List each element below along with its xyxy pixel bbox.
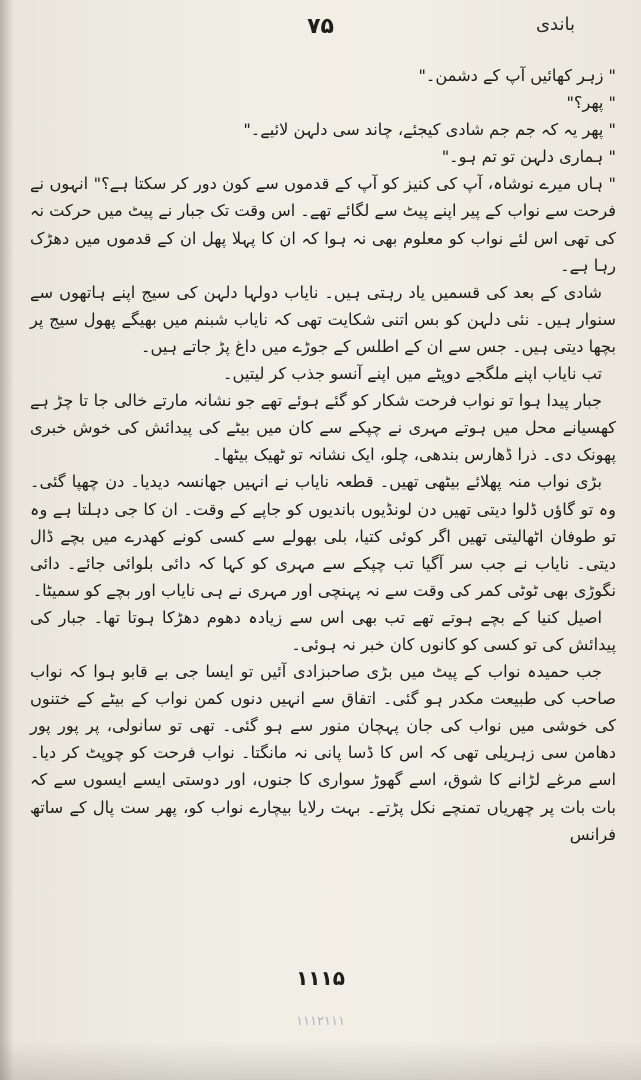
library-stamp: ۱۱۱۲۱۱۱ [296,1014,345,1029]
paragraph-1: " ہاں میرے نوشاہ، آپ کی کنیز کو آپ کے قدموں سے کون دور کر سکتا ہے؟" انہوں نے فرحت سے نواب کے پیر اپنے پیٹ سے لگائے تھے۔ اس وقت تک جبار نے پیٹ میں حرکت نہ کی تھی اس لئے نواب کو معلوم بھی نہ ہوا کہ ان کا پہلا پھل ان کے قدموں میں دھڑک رہا ہے۔ [30,174,616,275]
body-text [30,62,616,848]
dialogue-line-2: " پھر؟" [566,93,616,113]
dialogue-line-3: " پھر یہ کہ جم جم شادی کیجئے، چاند سی دلہن لائیے۔" [243,120,616,140]
dialogue-line-1: " زہر کھائیں آپ کے دشمن۔" [418,66,616,85]
paragraph-7: جب حمیدہ نواب کے پیٹ میں بڑی صاحبزادی آئیں تو ایسا جی بے قابو ہوا کہ نواب صاحب کی طبیعت مکدر ہو گئی۔ اتفاق سے انہیں دنوں کمن نواب کے بیٹے کے ختنوں کی خوشی میں نواب کی جان پہچان منور سے ہو گئی۔ تھی تو سانولی، پر پور پور دھامن سی زہریلی تھی کہ اس کا ڈسا پانی نہ مانگتا۔ نواب فرحت کو چوپٹ کر دیا۔ اسے مرغے لڑانے کا شوق، اسے گھوڑ سواری کا جنوں، اور دوستی ایسے ایسوں سے کہ بات بات پر چھریاں تمنچے نکل پڑتے۔ بہت رلایا بیچارے نواب کو، پھر ست پال کے ساتھ فرانس [30,662,616,844]
page-bottom-shade [0,1040,641,1080]
paragraph-2: شادی کے بعد کی قسمیں یاد رہتی ہیں۔ نایاب دولہا دلہن کی سیج اپنے ہاتھوں سے سنوار ہیں۔ نئی دلہن کو بس اتنی شکایت تھی کہ نایاب شبنم میں بھیگے پھول سیج پر بچھا دیتی ہیں۔ جس سے ان کے اطلس کے جوڑے میں داغ پڑ جاتے ہیں۔ [30,282,616,356]
paragraph-4: جبار پیدا ہوا تو نواب فرحت شکار کو گئے ہوئے تھے جو نشانہ مارتے خالی جا تا چڑ ہے کھسیانے محل میں ہوتے مہری نے چپکے سے کان میں بیٹے کی پیدائش کی خوش خبری پھونک دی۔ ذرا ڈھارس بندھی، چلو، ایک نشانہ تو ٹھیک بیٹھا۔ [30,391,616,465]
page-gutter-shadow [0,0,14,1080]
paragraph-6: اصیل کنیا کے بچے ہوتے تھے تب بھی اس سے زیادہ دھوم دھڑکا ہوتا تھا۔ جبار کی پیدائش کی تو کسی کو کانوں کان خبر نہ ہوئی۔ [30,607,616,654]
page-number: ۷۵ [307,14,334,39]
dialogue-line-4: " ہماری دلہن تو تم ہو۔" [441,147,616,167]
paragraph-3: تب نایاب اپنے ملگجے دوپٹے میں اپنے آنسو جذب کر لیتیں۔ [223,364,602,384]
running-title: باندی [535,14,575,35]
footer-number: ۱۱۱۵ [296,966,345,990]
paragraph-5: بڑی نواب منہ پھلائے بیٹھی تھیں۔ قطعہ نایاب نے انہیں جھانسہ دیدیا۔ دن چھپا گئی۔ وہ تو گاؤں ڈلوا دیتی تھیں دن لونڈیوں باندیوں کو جاپے کے وقت۔ ان کا جی دہلتا ہے وہ تو طوفان اٹھالیتی تھیں اگر کوئی کتیا، بلی بھولے سے کسی کونے کھدرے میں بچے ڈال دیتی۔ نایاب نے جب سر آگیا تب چپکے سے مہری کو کہا کہ دائی بلوائی جائے۔ دائی نگوڑی بھی ٹوٹی کمر کی وقت سے نہ پہنچی اور مہری نے ہی نایاب اور بچے کو سمیٹا۔ [30,472,616,600]
